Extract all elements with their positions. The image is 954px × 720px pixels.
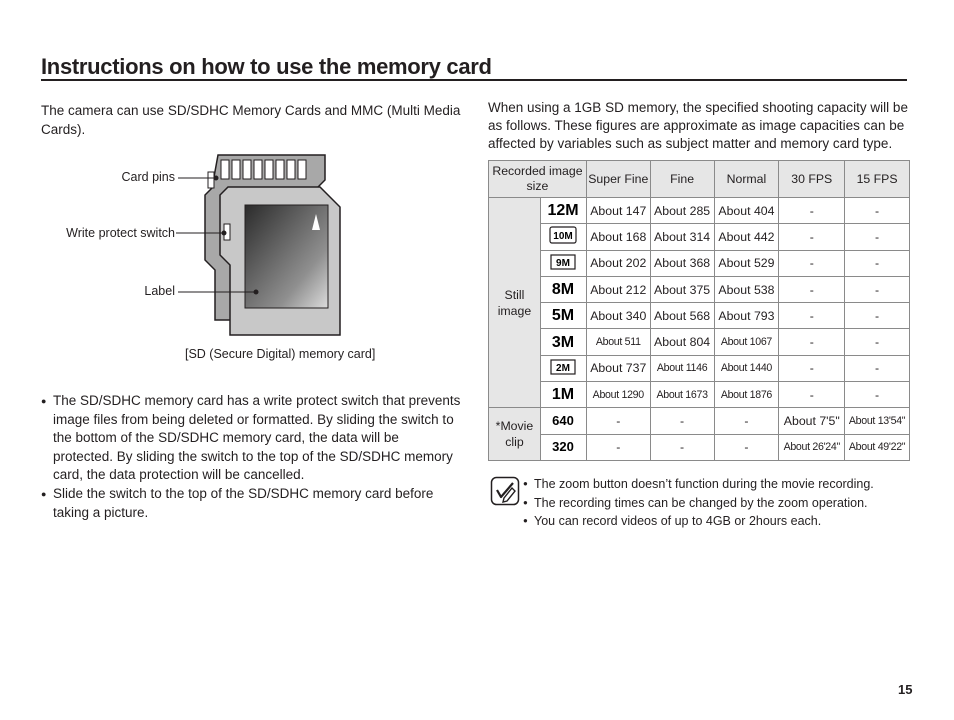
table-row — [489, 329, 910, 355]
table-cell: - — [845, 276, 910, 302]
intro-right: When using a 1GB SD memory, the specified shooting capacity will be as follows. These figures are approximate as image capacities can be affected by variables such as subject matter and memory card type. — [488, 100, 908, 151]
size-10m-icon — [540, 224, 586, 250]
table-cell: - — [779, 198, 845, 224]
table-cell: About 49'22" — [845, 434, 910, 460]
table-cell: - — [779, 355, 845, 381]
table-row — [489, 250, 910, 276]
size-12m-icon — [540, 198, 586, 224]
header-cell: Super Fine — [586, 161, 650, 198]
table-cell: About 375 — [650, 276, 714, 302]
table-cell: About 737 — [586, 355, 650, 381]
svg-text:640: 640 — [552, 412, 575, 428]
header-cell: 15 FPS — [845, 161, 910, 198]
table-cell: About 404 — [714, 198, 779, 224]
table-cell: About 1290 — [586, 382, 650, 408]
table-cell: - — [845, 329, 910, 355]
size-5m-icon — [540, 303, 586, 329]
movie-clip-group: *Movie clip — [489, 408, 541, 461]
table-cell: About 793 — [714, 303, 779, 329]
table-cell: - — [779, 224, 845, 250]
table-cell: About 511 — [586, 329, 650, 355]
table-cell: About 804 — [650, 329, 714, 355]
table-row — [489, 198, 910, 224]
header-cell: 30 FPS — [779, 161, 845, 198]
note-pencil-icon — [490, 476, 520, 506]
svg-text:320: 320 — [552, 438, 575, 454]
bullet-item: ● The SD/SDHC memory card has a write protect switch that prevents image files from being deleted or formatted. By sliding the switch to the bottom of the SD/SDHC memory card, the data will be protected. By sliding the switch to the top of the SD/SDHC memory card, the data protection will be cancelled. — [41, 392, 461, 485]
table-cell: - — [779, 329, 845, 355]
still-image-group: Still image — [489, 198, 541, 408]
table-cell: About 1146 — [650, 355, 714, 381]
diagram-caption: [SD (Secure Digital) memory card] — [185, 347, 376, 361]
table-cell: About 1440 — [714, 355, 779, 381]
size-2m-icon — [540, 355, 586, 381]
table-row — [489, 408, 910, 434]
table-row — [489, 276, 910, 302]
intro-left: The camera can use SD/SDHC Memory Cards and MMC (Multi Media Cards). — [41, 103, 461, 137]
table-cell: About 538 — [714, 276, 779, 302]
svg-text:2M: 2M — [556, 362, 571, 374]
table-row — [489, 303, 910, 329]
svg-text:5M: 5M — [552, 307, 575, 325]
table-cell: - — [650, 408, 714, 434]
table-cell: - — [779, 303, 845, 329]
callout-write-protect: Write protect switch — [66, 226, 175, 240]
table-cell: About 26'24" — [779, 434, 845, 460]
movie-640-icon — [540, 408, 586, 434]
table-cell: About 442 — [714, 224, 779, 250]
table-cell: About 1067 — [714, 329, 779, 355]
table-cell: About 568 — [650, 303, 714, 329]
table-cell: About 285 — [650, 198, 714, 224]
table-cell: - — [779, 250, 845, 276]
table-row — [489, 434, 910, 460]
svg-text:9M: 9M — [556, 257, 571, 269]
size-3m-icon — [540, 329, 586, 355]
table-cell: About 212 — [586, 276, 650, 302]
table-cell: - — [714, 408, 779, 434]
bullet-item: ● Slide the switch to the top of the SD/SDHC memory card before taking a picture. — [41, 485, 461, 522]
table-cell: About 529 — [714, 250, 779, 276]
size-9m-icon — [540, 250, 586, 276]
table-cell: - — [586, 408, 650, 434]
callout-label: Label — [144, 284, 175, 298]
write-protect-switch-back — [208, 172, 214, 188]
note-item: ● The recording times can be changed by the zoom operation. — [523, 494, 874, 513]
header-cell: Normal — [714, 161, 779, 198]
title-rule — [41, 79, 907, 81]
table-cell: About 340 — [586, 303, 650, 329]
table-cell: - — [845, 382, 910, 408]
table-cell: - — [845, 250, 910, 276]
table-cell: About 1876 — [714, 382, 779, 408]
note-list — [523, 475, 874, 531]
svg-text:8M: 8M — [552, 281, 575, 299]
table-cell: About 1673 — [650, 382, 714, 408]
table-cell: About 168 — [586, 224, 650, 250]
svg-text:3M: 3M — [552, 333, 575, 351]
callout-card-pins: Card pins — [121, 170, 175, 184]
table-row — [489, 224, 910, 250]
table-cell: About 202 — [586, 250, 650, 276]
header-cell: Recorded image size — [489, 161, 587, 198]
header-cell: Fine — [650, 161, 714, 198]
table-header-row — [489, 161, 910, 198]
table-cell: About 314 — [650, 224, 714, 250]
table-cell: - — [845, 224, 910, 250]
size-8m-icon — [540, 276, 586, 302]
size-1m-icon — [540, 382, 586, 408]
table-cell: - — [779, 276, 845, 302]
capacity-table — [488, 160, 910, 461]
svg-text:12M: 12M — [547, 202, 579, 220]
table-cell: About 7'5" — [779, 408, 845, 434]
page-title: Instructions on how to use the memory card — [41, 54, 492, 79]
bullet-list — [41, 392, 461, 522]
page-number: 15 — [898, 682, 913, 697]
note-item: ● The zoom button doesn’t function during the movie recording. — [523, 475, 874, 494]
table-cell: - — [845, 355, 910, 381]
table-cell: - — [845, 303, 910, 329]
svg-text:1M: 1M — [552, 386, 575, 404]
movie-320-icon — [540, 434, 586, 460]
table-cell: About 13'54" — [845, 408, 910, 434]
table-cell: - — [586, 434, 650, 460]
table-cell: About 368 — [650, 250, 714, 276]
table-cell: - — [779, 382, 845, 408]
table-row — [489, 355, 910, 381]
table-cell: - — [714, 434, 779, 460]
sd-card-diagram — [40, 150, 450, 340]
table-cell: - — [650, 434, 714, 460]
svg-text:10M: 10M — [553, 231, 574, 243]
note-item: ● You can record videos of up to 4GB or 2hours each. — [523, 512, 874, 531]
table-row — [489, 382, 910, 408]
table-cell: - — [845, 198, 910, 224]
table-cell: About 147 — [586, 198, 650, 224]
